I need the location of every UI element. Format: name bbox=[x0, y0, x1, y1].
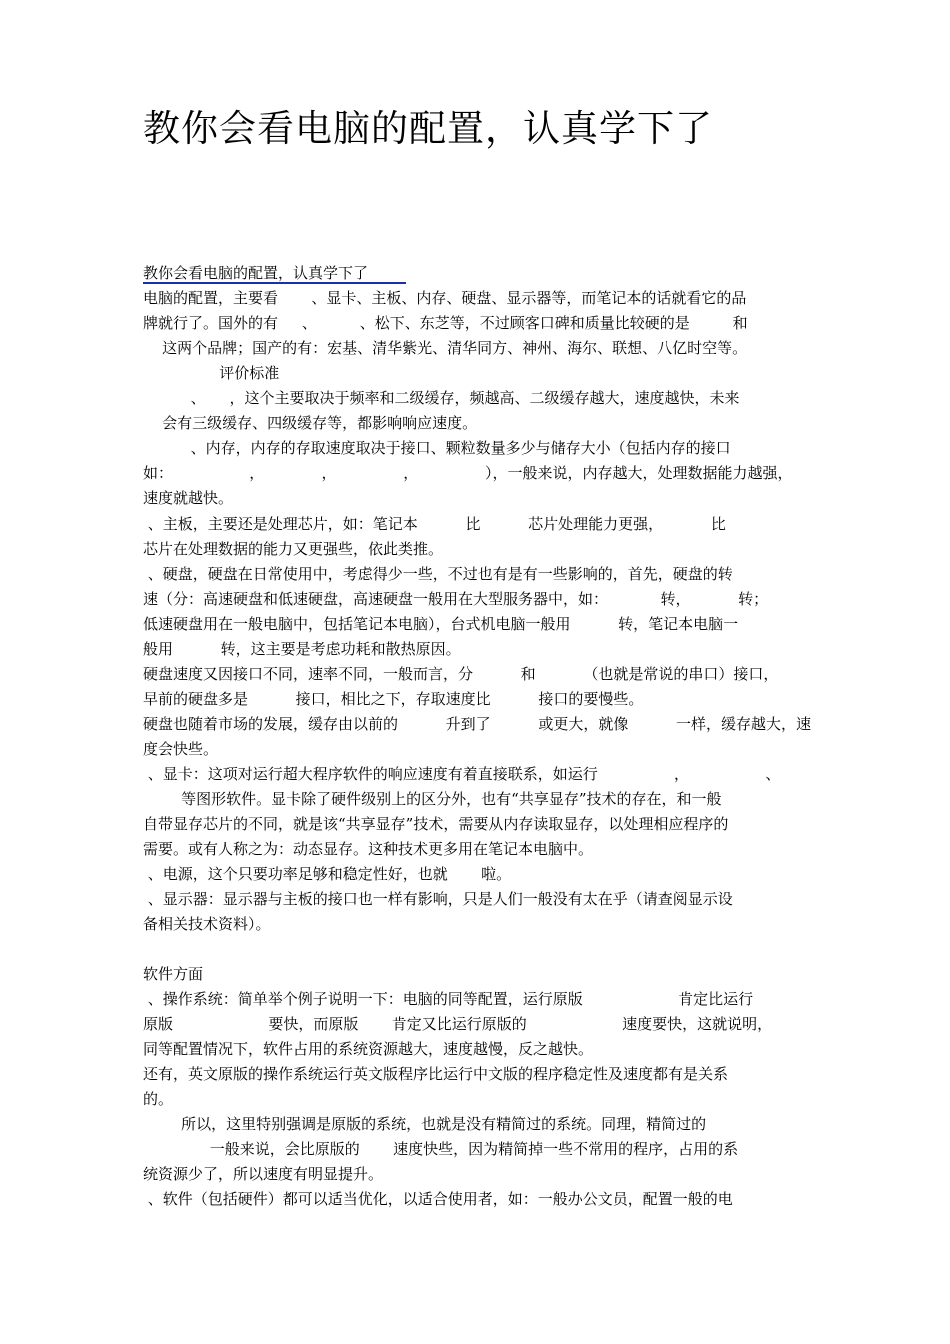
body-line: 需要。或有人称之为：动态显存。这种技术更多用在笔记本电脑中。 bbox=[143, 840, 594, 858]
body-line: 、 ，这个主要取决于频率和二级缓存，频越高、二级缓存越大，速度越快，未来 bbox=[143, 389, 740, 407]
body-line: 硬盘速度又因接口不同，速率不同，一般而言，分 和 （也就是常说的串口）接口， bbox=[143, 665, 779, 683]
body-line: 电脑的配置，主要看 、显卡、主板、内存、硬盘、显示器等，而笔记本的话就看它的品 bbox=[143, 289, 747, 307]
document-title: 教你会看电脑的配置，认真学下了 bbox=[143, 107, 713, 150]
body-line: 、操作系统：简单举个例子说明一下：电脑的同等配置，运行原版 肯定比运行 bbox=[143, 990, 754, 1008]
body-line: 硬盘也随着市场的发展，缓存由以前的 升到了 或更大，就像 一样，缓存越大，速 bbox=[143, 715, 812, 733]
body-line: 芯片在处理数据的能力又更强些，依此类推。 bbox=[143, 540, 444, 558]
body-line: 速度就越快。 bbox=[143, 489, 234, 507]
body-line: 评价标准 bbox=[143, 364, 280, 382]
body-line: 统资源少了，所以速度有明显提升。 bbox=[143, 1165, 384, 1183]
body-line: 的。 bbox=[143, 1090, 174, 1108]
body-line: 、显示器：显示器与主板的接口也一样有影响，只是人们一般没有太在乎（请查阅显示设 bbox=[143, 890, 733, 908]
section-heading-software: 软件方面 bbox=[143, 965, 204, 983]
body-line: 、硬盘，硬盘在日常使用中，考虑得少一些，不过也有是有一些影响的，首先，硬盘的转 bbox=[143, 565, 733, 583]
body-line: 同等配置情况下，软件占用的系统资源越大，速度越慢，反之越快。 bbox=[143, 1040, 594, 1058]
body-line: 备相关技术资料）。 bbox=[143, 915, 271, 933]
body-line: 、显卡：这项对运行超大程序软件的响应速度有着直接联系，如运行 ， 、 bbox=[143, 765, 781, 783]
body-line: 所以，这里特别强调是原版的系统，也就是没有精简过的系统。同理，精简过的 bbox=[143, 1115, 707, 1133]
body-line: 如： ， ， ， ），一般来说，内存越大，处理数据能力越强， bbox=[143, 464, 793, 482]
body-line: 自带显存芯片的不同，就是该“共享显存”技术，需要从内存读取显存，以处理相应程序的 bbox=[143, 815, 729, 833]
body-line: 度会快些。 bbox=[143, 740, 219, 758]
body-line: 还有，英文原版的操作系统运行英文版程序比运行中文版的程序稳定性及速度都有是关系 bbox=[143, 1065, 729, 1083]
subtitle-underline bbox=[143, 282, 406, 284]
body-line: 、内存，内存的存取速度取决于接口、颗粒数量多少与储存大小（包括内存的接口 bbox=[143, 439, 731, 457]
body-line: 等图形软件。显卡除了硬件级别上的区分外，也有“共享显存”技术的存在，和一般 bbox=[143, 790, 722, 808]
body-line: 会有三级缓存、四级缓存等，都影响响应速度。 bbox=[143, 414, 478, 432]
body-line: 低速硬盘用在一般电脑中，包括笔记本电脑），台式机电脑一般用 转，笔记本电脑一 bbox=[143, 615, 739, 633]
body-line: 一般来说，会比原版的 速度快些，因为精简掉一些不常用的程序，占用的系 bbox=[143, 1140, 739, 1158]
body-line: 这两个品牌；国产的有：宏基、清华紫光、清华同方、神州、海尔、联想、八亿时空等。 bbox=[143, 339, 748, 357]
body-line: 般用 转，这主要是考虑功耗和散热原因。 bbox=[143, 640, 461, 658]
body-line: 原版 要快，而原版 肯定又比运行原版的 速度要快，这就说明， bbox=[143, 1015, 773, 1033]
body-line: 、主板，主要还是处理芯片，如：笔记本 比 芯片处理能力更强， 比 bbox=[143, 515, 726, 533]
body-line: 早前的硬盘多是 接口，相比之下，存取速度比 接口的要慢些。 bbox=[143, 690, 644, 708]
body-line: 、软件（包括硬件）都可以适当优化，以适合使用者，如：一般办公文员，配置一般的电 bbox=[143, 1190, 733, 1208]
subtitle-link[interactable]: 教你会看电脑的配置，认真学下了 bbox=[143, 264, 369, 282]
body-line: 牌就行了。国外的有 、 、松下、东芝等，不过顾客口碑和质量比较硬的是 和 bbox=[143, 314, 748, 332]
body-line: 、电源，这个只要功率足够和稳定性好，也就 啦。 bbox=[143, 865, 512, 883]
body-line: 速（分：高速硬盘和低速硬盘，高速硬盘一般用在大型服务器中，如： 转， 转； bbox=[143, 590, 769, 608]
